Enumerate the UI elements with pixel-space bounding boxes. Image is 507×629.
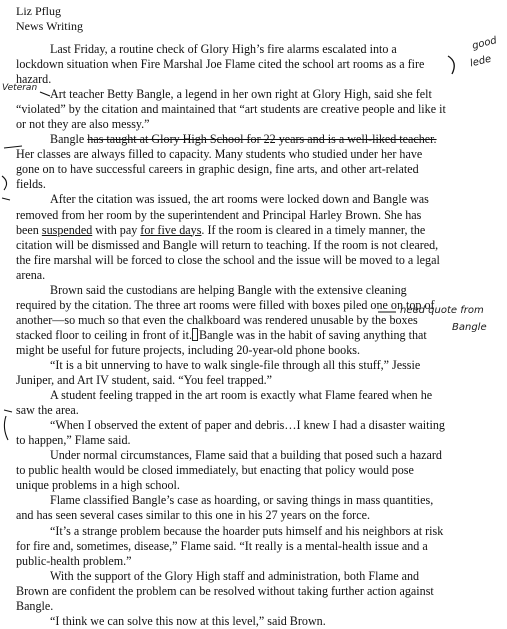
paragraph-3 [16,132,446,192]
note-good: good [471,35,498,52]
paragraph-13: “I think we can solve this now at this level,” said Brown. [50,613,326,628]
underlined-suspended: suspended [41,222,93,237]
author-name: Liz Pflug [16,4,61,18]
paragraph-4-a: After the citation was issued, the art rooms were locked down and Bangle was removed from her room by the superintendent and Principal Harley Brown. She has been [16,192,429,237]
underlined-five-days: for five days [140,222,202,237]
paragraph-break-mark [192,328,198,341]
paragraph-4-b: with pay [92,222,141,237]
paragraph-6: “It is a bit unnerving to have to walk single-file through all this stuff,” Jessie Juniper, and Art IV student, said. “You feel trapped.” [16,357,421,388]
paragraph-5-b: Bangle was in the habit of saving anything that might be useful for future projects, including 20-year-old phone books. [16,327,427,357]
paragraph-5 [16,283,446,358]
note-lede: lede [468,53,493,70]
paragraph-5-a: Brown said the custodians are helping Bangle with the extensive cleaning required by the citation. The three art rooms were filled with boxes piled one on top of another—so much so that even the chalkboard was rendered unusable by the boxes stacked floor to ceiling in front of it. [16,282,435,342]
note-veteran: Veteran [2,83,38,93]
document-header [16,4,83,34]
paragraph-10: Flame classified Bangle’s case as hoarding, or saving things in mass quantities, and has seen several cases similar to this one in his 27 years on the force. [16,493,434,523]
paragraph-3-start: Bangle [50,132,88,147]
paragraph-8: “When I observed the extent of paper and debris…I knew I had a disaster waiting to happen,” Flame said. [16,418,445,448]
story-body [16,42,446,629]
note-need-quote: need quote from [400,305,484,316]
struck-sentence: has taught at Glory High School for 22 years and is a well-liked teacher. [87,132,437,147]
paragraph-4 [16,192,446,282]
paragraph-12: With the support of the Glory High staff and administration, both Flame and Brown are confident the problem can be resolved without taking further action against Bangle. [16,568,434,613]
paragraph-2: Art teacher Betty Bangle, a legend in her own right at Glory High, said she felt “violated” by the citation and maintained that “art students are creative people and like it or not they are also messy.” [16,87,446,132]
paragraph-9: Under normal circumstances, Flame said that a building that posed such a hazard to public health would be closed immediately, but enacting that policy would pose unique problems in a high school. [16,448,442,493]
paragraph-4-c: . If the room is cleared in a timely manner, the citation will be dismissed and Bangle will return to teaching. If the room is not cleared, the fire marshal will be forced to close the school and the issue will be moved to a legal arena. [16,222,440,282]
paragraph-1: Last Friday, a routine check of Glory High’s fire alarms escalated into a lockdown situation when Fire Marshal Joe Flame cited the school art rooms as a fire hazard. [16,42,425,87]
paragraph-3-end: Her classes are always filled to capacity. Many students who studied under her have gone on to have successful careers in graphic design, fine arts, and other art-related fields. [16,147,423,192]
paragraph-7: A student feeling trapped in the art room is exactly what Flame feared when he saw the area. [16,388,433,418]
note-bangle: Bangle [452,322,487,333]
paragraph-11: “It’s a strange problem because the hoarder puts himself and his neighbors at risk for fire and, sometimes, disease,” Flame said. “It really is a mental-health issue and a public-health problem.” [16,523,444,568]
course-name: News Writing [16,19,83,33]
